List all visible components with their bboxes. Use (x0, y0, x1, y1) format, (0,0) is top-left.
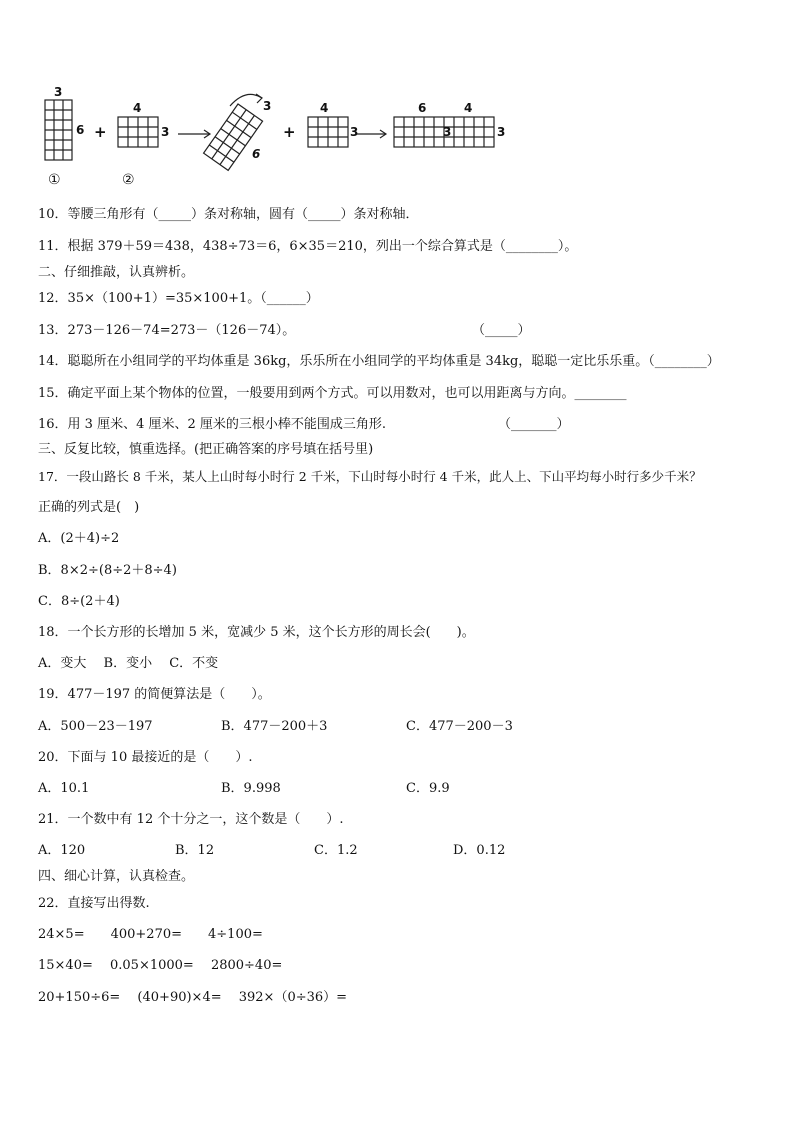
figure-label-two: ② (122, 172, 135, 188)
question-17-prompt: 正确的列式是( ) (38, 500, 140, 515)
rotation-arrow (230, 94, 262, 106)
section-3-heading: 三、反复比较，慎重选择。(把正确答案的序号填在括号里) (38, 442, 374, 457)
grid-figure (38, 82, 508, 190)
question-15: 15．确定平面上某个物体的位置，一般要用到两个方式。可以用数对，也可以用距离与方向。________ (38, 386, 627, 401)
grid-figure-svg (38, 82, 508, 190)
grid-four-height-label: 3 (350, 125, 359, 139)
grid-two-height-label: 3 (161, 125, 170, 139)
calc-row-2: 15×40= 0.05×1000= 2800÷40= (38, 958, 283, 973)
calc-row-3: 20+150÷6= (40+90)×4= 392×（0÷36）= (38, 990, 348, 1005)
question-12: 12．35×（100+1）=35×100+1。（______） (38, 291, 319, 306)
question-13: 13．273－126－74=273－（126－74）。 (38, 323, 296, 338)
grid-combined-right-label: 4 (464, 101, 473, 115)
question-14: 14．聪聪所在小组同学的平均体重是 36kg，乐乐所在小组同学的平均体重是 34kg，聪聪一定比乐乐重。（________） (38, 354, 720, 369)
question-17-option-a: A．(2＋4)÷2 (38, 531, 120, 546)
grid-rotated-side-label: 6 (252, 147, 261, 161)
question-19-option-b: B．477－200＋3 (221, 719, 328, 734)
grid-four (308, 117, 348, 147)
question-20-option-c: C．9.9 (406, 781, 450, 796)
section-2-heading: 二、仔细推敲，认真辨析。 (38, 265, 195, 280)
question-21-option-b: B．12 (175, 843, 215, 858)
question-10: 10．等腰三角形有（_____）条对称轴，圆有（_____）条对称轴． (38, 207, 419, 222)
grid-two-width-label: 4 (133, 101, 142, 115)
grid-one-height-label: 6 (76, 123, 85, 137)
question-21-option-d: D．0.12 (453, 843, 506, 858)
figure-label-one: ① (48, 172, 61, 188)
section-4-heading: 四、细心计算，认真检查。 (38, 869, 195, 884)
grid-rotated-top-label: 3 (263, 99, 272, 113)
plus-sign-two: + (283, 123, 296, 141)
calc-row-1: 24×5= 400+270= 4÷100= (38, 927, 263, 942)
question-18-options: A．变大 B．变小 C．不变 (38, 656, 219, 671)
grid-one (45, 100, 72, 160)
question-17-option-b: B．8×2÷(8÷2＋8÷4) (38, 563, 177, 578)
question-16-blank: （_______） (498, 417, 570, 432)
question-17-option-c: C．8÷(2＋4) (38, 594, 120, 609)
grid-two (118, 117, 158, 147)
question-16: 16．用 3 厘米、4 厘米、2 厘米的三根小棒不能围成三角形. (38, 417, 387, 432)
grid-one-width-label: 3 (54, 85, 63, 99)
question-17: 17．一段山路长 8 千米，某人上山时每小时行 2 千米，下山时每小时行 4 千米，此人上、下山平均每小时行多少千米？ (38, 469, 702, 484)
question-21-option-c: C．1.2 (314, 843, 358, 858)
plus-sign-one: + (94, 123, 107, 141)
question-19-option-a: A．500－23－197 (38, 719, 153, 734)
question-21-option-a: A．120 (38, 843, 86, 858)
question-20-option-b: B．9.998 (221, 781, 281, 796)
question-11: 11．根据 379＋59＝438，438÷73＝6，6×35＝210，列出一个综合算式是（________）。 (38, 239, 578, 254)
grid-four-width-label: 4 (320, 101, 329, 115)
question-20-option-a: A．10.1 (38, 781, 90, 796)
grid-combined-height-label: 3 (497, 125, 506, 139)
question-19-option-c: C．477－200－3 (406, 719, 513, 734)
grid-combined-mid-label: 3 (443, 125, 452, 139)
question-13-blank: （_____） (472, 323, 531, 338)
question-18: 18．一个长方形的长增加 5 米，宽减少 5 米，这个长方形的周长会( )。 (38, 625, 475, 640)
question-22: 22．直接写出得数. (38, 896, 150, 911)
question-19: 19．477－197 的简便算法是（ ）。 (38, 687, 271, 702)
question-20: 20．下面与 10 最接近的是（ ）. (38, 750, 253, 765)
grid-combined-left-label: 6 (418, 101, 427, 115)
question-21: 21．一个数中有 12 个十分之一，这个数是（ ）. (38, 812, 344, 827)
